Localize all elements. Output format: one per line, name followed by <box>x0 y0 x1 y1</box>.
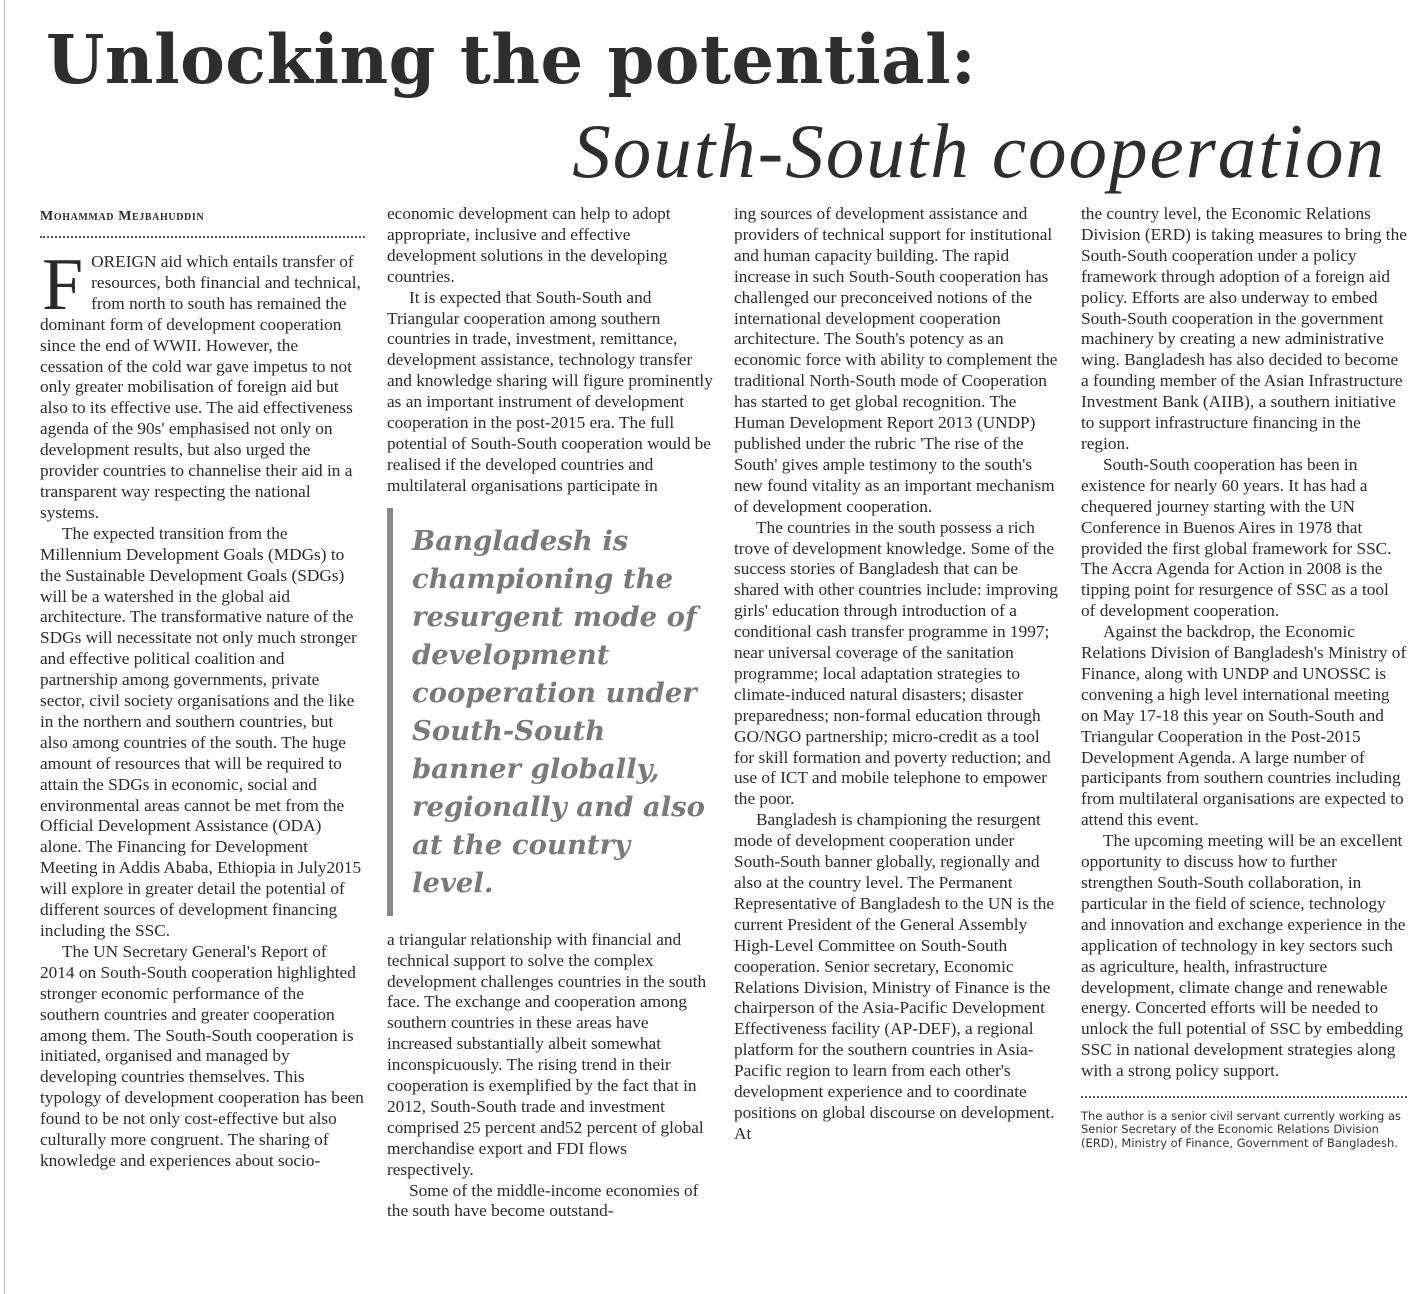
byline: Mohammad Mejbahuddin <box>40 209 205 224</box>
byline-divider <box>40 236 365 238</box>
paragraph: The expected transition from the Millennium Development Goals (MDGs) to the Sustainable Development Goals (SDGs) will be a watershed in the global aid architecture. The transformative nature of the SDGs will necessitate not only much stronger and effective political coalition and partnership among governments, private sector, civil society organisations and the like in the northern and southern countries, but also among countries of the south. The huge amount of resources that will be required to attain the SDGs in economic, social and environmental areas cannot be met from the Official Development Assistance (ODA) alone. The Financing for Development Meeting in Addis Ababa, Ethiopia in July2015 will explore in greater detail the potential of different sources of development financing including the SSC. <box>40 523 362 940</box>
paragraph: Bangladesh is championing the resurgent mode of development cooperation under South-South banner globally, regionally and also at the country level. The Permanent Representative of Bangladesh to the UN is the current President of the General Assembly High-Level Committee on South-South cooperation. Senior secretary, Economic Relations Division, Ministry of Finance is the chairperson of the Asia-Pacific Development Effectiveness facility (AP-DEF), a regional platform for the southern countries in Asia- Pacific region to learn from each other's development experience and to coordinate positions on global discourse on development. At <box>734 810 1055 1143</box>
paragraph: ing sources of development assistance and providers of technical support for institutional and human capacity building. The rapid increase in such South-South cooperation has challenged our preconceived notions of the international development cooperation architecture. The South's potency as an economic force with ability to complement the traditional North-South mode of Cooperation has started to get global recognition. The Human Development Report 2013 (UNDP) published under the rubric 'The rise of the South' gives ample testimony to the south's new found vitality as an important mechanism of development cooperation. <box>734 204 1058 516</box>
paragraph: economic development can help to adopt appropriate, inclusive and effective development solutions in the developing countries. <box>387 204 671 286</box>
author-note: The author is a senior civil servant currently working as Senior Secretary of the Economic Relations Division (ERD), Ministry of Finance, Government of Bangladesh. <box>1081 1109 1402 1150</box>
paragraph: The countries in the south possess a rich trove of development knowledge. Some of the success stories of Bangladesh that can be shared with other countries include: improving girls' education through introduction of a conditional cash transfer programme in 1997; near universal coverage of the sanitation programme; local adaptation strategies to climate-induced natural disasters; disaster preparedness; non-formal education through GO/NGO partnership; micro-credit as a tool for skill formation and poverty reduction; and use of ICT and mobile telephone to empower the poor. <box>734 517 1058 809</box>
paragraph: a triangular relationship with financial and technical support to solve the complex development challenges countries in the south face. The exchange and cooperation among southern countries in these areas have increased substantially albeit somewhat inconspicuously. The rising trend in their cooperation is exemplified by the fact that in 2012, South-South trade and investment comprised 25 percent and52 percent of global merchandise export and FDI flows respectively. <box>387 929 707 1179</box>
page-edge-rule <box>4 0 5 1294</box>
paragraph: Against the backdrop, the Economic Relations Division of Bangladesh's Ministry of Finance, along with UNDP and UNOSSC is convening a high level international meeting on May 17-18 this year on South-South and Triangular Cooperation in the Post-2015 Development Agenda. A large number of participants from southern countries including from multilateral organisations are expected to attend this event. <box>1081 622 1407 830</box>
paragraph: It is expected that South-South and Triangular cooperation among southern countries in trade, investment, remittance, development assistance, technology transfer and knowledge sharing will figure prominently as an important instrument of development cooperation in the post-2015 era. The full potential of South-South cooperation would be realised if the developed countries and multilateral organisations participate in <box>387 287 713 495</box>
paragraph: The UN Secretary General's Report of 2014 on South-South cooperation highlighted stronger economic performance of the southern countries and greater cooperation among them. The South-South cooperation is initiated, organised and managed by developing countries themselves. This typology of development cooperation has been found to be not only cost-effective but also culturally more congruent. The sharing of knowledge and experiences about socio- <box>40 941 364 1170</box>
headline-subtitle: South-South cooperation <box>572 108 1386 194</box>
column-1 <box>40 204 365 1172</box>
paragraph: South-South cooperation has been in existence for nearly 60 years. It has had a chequered journey starting with the UN Conference in Buenos Aires in 1978 that provided the first global framework for SSC. The Accra Agenda for Action in 2008 is the tipping point for resurgence of SSC as a tool of development cooperation. <box>1081 454 1392 621</box>
paragraph: Some of the middle-income economies of the south have become outstand- <box>387 1180 699 1221</box>
paragraph: FOREIGN aid which entails transfer of resources, both financial and technical, from north to south has remained the dominant form of development cooperation since the end of WWII. However, the cessation of the cold war gave impetus to not only greater mobilisation of foreign aid but also to its effective use. The aid effectiveness agenda of the 90s' emphasised not only on development results, but also urged the provider countries to channelise their aid in a transparent way respecting the national systems. <box>40 244 361 522</box>
column-2 <box>387 204 715 1222</box>
paragraph: the country level, the Economic Relations Division (ERD) is taking measures to bring the South-South cooperation under a policy framework through adoption of a foreign aid policy. Efforts are also underway to embed South-South cooperation in the government machinery by creating a new administrative wing. Bangladesh has also decided to become a founding member of the Asian Infrastructure Investment Bank (AIIB), a southern initiative to support infrastructure financing in the region. <box>1081 204 1407 453</box>
drop-cap: F <box>42 244 84 326</box>
pull-quote: Bangladesh is championing the resurgent mode of development cooperation under South-South banner globally, regionally and also at the country level. <box>387 508 715 916</box>
paragraph: The upcoming meeting will be an excellent opportunity to discuss how to further strengthen South-South collaboration, in particular in the field of science, technology and innovation and exchange experience in the application of technology in key sectors such as agriculture, health, infrastructure development, climate change and renewable energy. Concerted efforts will be needed to unlock the full potential of SSC by embedding SSC in national development strategies along with a strong policy support. <box>1081 831 1406 1081</box>
footnote-divider <box>1081 1096 1407 1098</box>
headline-main: Unlocking the potential: <box>46 20 977 99</box>
column-4 <box>1081 204 1407 1150</box>
column-3 <box>734 204 1062 1145</box>
